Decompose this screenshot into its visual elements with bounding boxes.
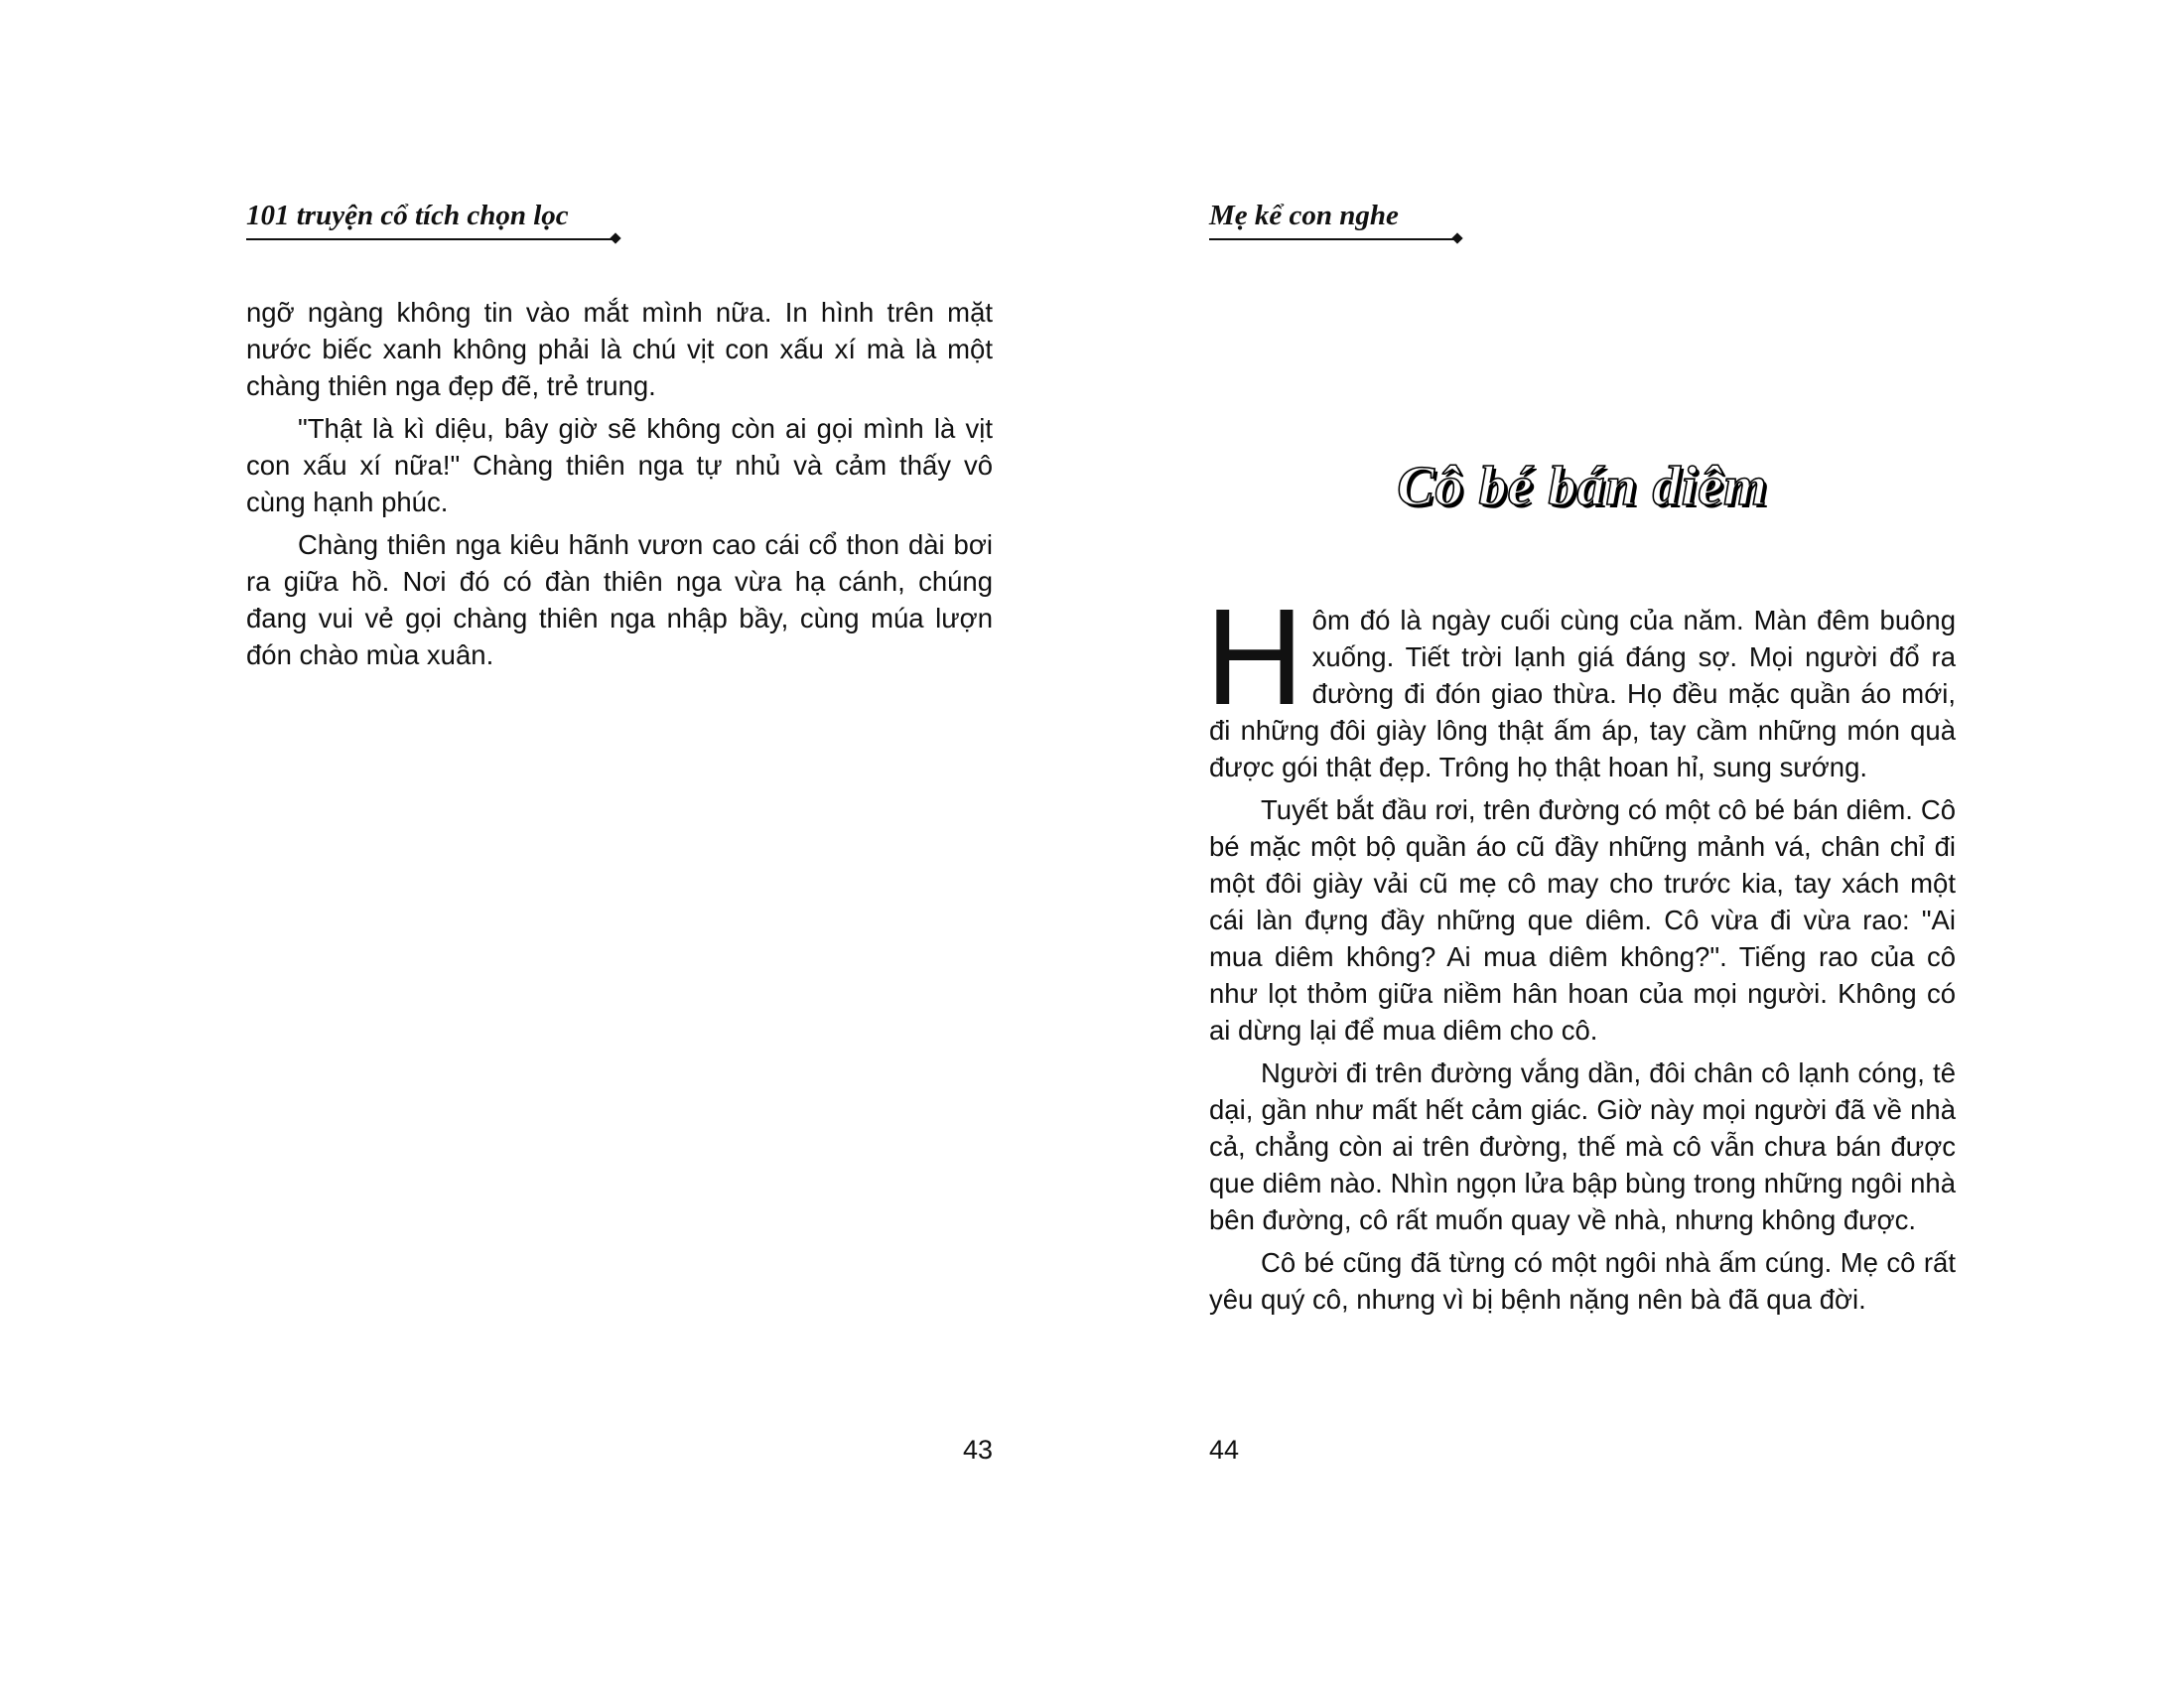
paragraph: Tuyết bắt đầu rơi, trên đường có một cô bé bán diêm. Cô bé mặc một bộ quần áo cũ đầy những mảnh vá, chân chỉ đi một đôi giày vải cũ mẹ cô may cho trước kia, tay xách một cái làn đựng đầy những que diêm. Cô vừa đi vừa rao: "Ai mua diêm không? Ai mua diêm không?". Tiếng rao của cô như lọt thỏm giữa niềm hân hoan của mọi người. Không có ai dừng lại để mua diêm cho cô. <box>1209 794 1956 1046</box>
paragraph: Chàng thiên nga kiêu hãnh vươn cao cái cổ thon dài bơi ra giữa hồ. Nơi đó có đàn thiên nga vừa hạ cánh, chúng đang vui vẻ gọi chàng thiên nga nhập bầy, cùng múa lượn đón chào mùa xuân. <box>246 529 993 670</box>
right-page-body <box>1205 581 1956 1324</box>
header-diamond-right <box>1451 232 1462 243</box>
left-page-body <box>246 294 993 679</box>
paragraph: ôm đó là ngày cuối cùng của năm. Màn đêm buông xuống. Tiết trời lạnh giá đáng sợ. Mọi người đổ ra đường đi đón giao thừa. Họ đều mặc quần áo mới, đi những đôi giày lông thật ấm áp, tay cầm những món quà được gói thật đẹp. Trông họ thật hoan hỉ, sung sướng. <box>1209 605 1956 782</box>
paragraph: Cô bé cũng đã từng có một ngôi nhà ấm cúng. Mẹ cô rất yêu quý cô, nhưng vì bị bệnh nặng nên bà đã qua đời. <box>1209 1247 1956 1315</box>
header-rule-left <box>246 238 615 240</box>
page-number-right: 44 <box>1209 1435 1240 1465</box>
page-number-left: 43 <box>962 1435 993 1465</box>
left-page <box>246 0 993 1688</box>
opening-paragraph <box>1205 581 1956 791</box>
paragraph: "Thật là kì diệu, bây giờ sẽ không còn ai gọi mình là vịt con xấu xí nữa!" Chàng thiên nga tự nhủ và cảm thấy vô cùng hạnh phúc. <box>246 413 993 517</box>
paragraph: Người đi trên đường vắng dần, đôi chân cô lạnh cóng, tê dại, gần như mất hết cảm giác. Giờ này mọi người đã về nhà cả, chẳng còn ai trên đường, thế mà cô vẫn chưa bán được que diêm nào. Nhìn ngọn lửa bập bùng trong những ngôi nhà bên đường, cô rất muốn quay về nhà, nhưng không được. <box>1209 1057 1956 1235</box>
header-diamond-left <box>610 232 620 243</box>
paragraph: ngỡ ngàng không tin vào mắt mình nữa. In hình trên mặt nước biếc xanh không phải là chú vịt con xấu xí mà là một chàng thiên nga đẹp đẽ, trẻ trung. <box>246 297 993 401</box>
drop-cap: H <box>1205 581 1304 734</box>
running-head-left: 101 truyện cổ tích chọn lọc <box>246 200 569 231</box>
story-title: Cô bé bán diêm <box>1397 456 1768 517</box>
right-page <box>1205 0 1956 1688</box>
header-rule-right <box>1209 238 1457 240</box>
running-head-right: Mẹ kể con nghe <box>1209 200 1399 231</box>
